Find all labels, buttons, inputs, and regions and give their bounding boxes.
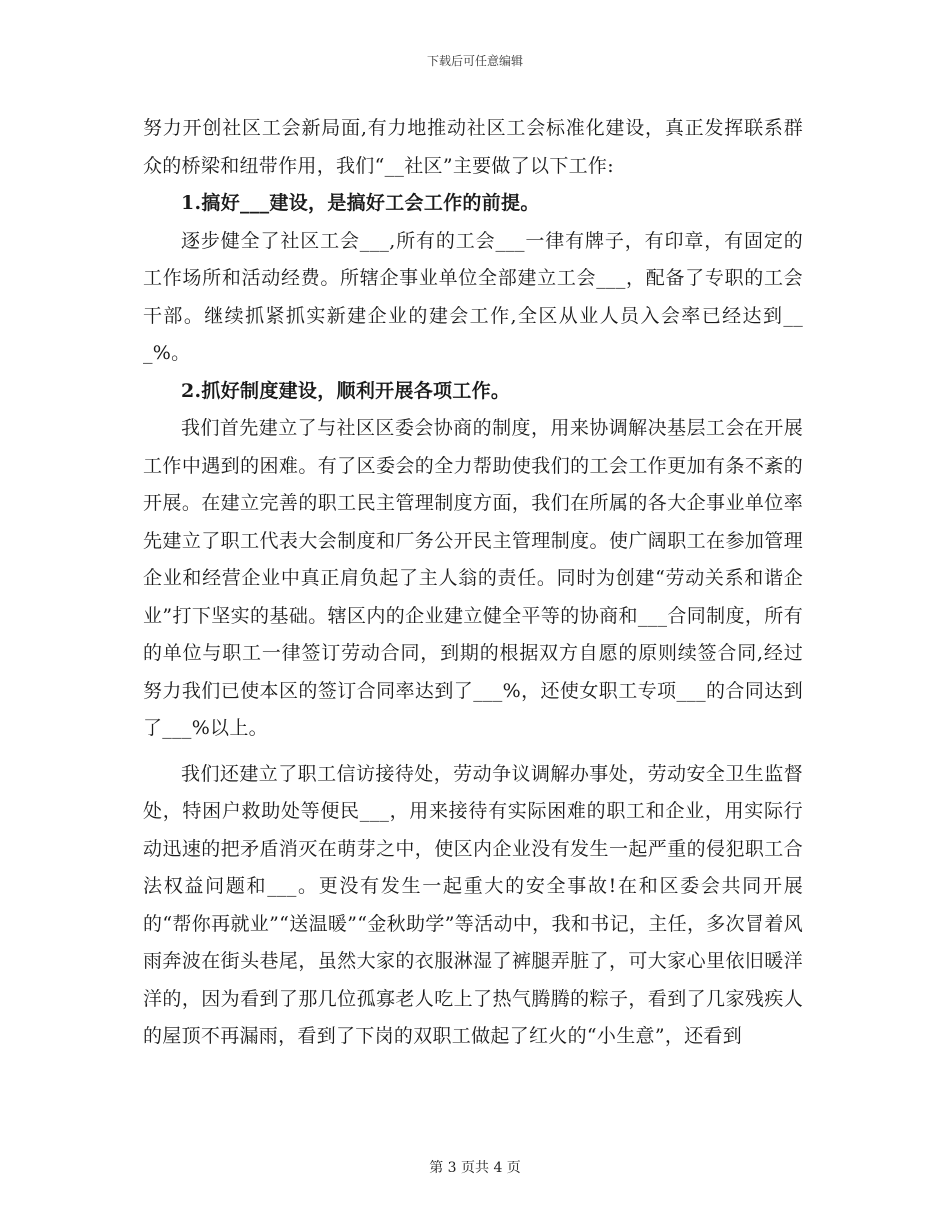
- section-heading-1: 1.搞好___建设，是搞好工会工作的前提。: [181, 192, 540, 214]
- page-number: 第 3 页共 4 页: [429, 1160, 521, 1176]
- paragraph-3: 我们还建立了职工信访接待处，劳动争议调解办事处，劳动安全卫生监督处，特困户救助处等便民___，用来接待有实际困难的职工和企业，用实际行动迅速的把矛盾消灭在萌芽之中，使区内企业没有发生一起严重的侵犯职工合法权益问题和___。更没有发生一起重大的安全事故!在和区委会共同开展的“帮你再就业”“送温暖”“金秋助学”等活动中，我和书记，主任，多次冒着风雨奔波在街头巷尾，虽然大家的衣服淋湿了裤腿弄脏了，可大家心里依旧暖洋洋的，因为看到了那几位孤寡老人吃上了热气腾腾的粽子，看到了几家残疾人的屋顶不再漏雨，看到了下岗的双职工做起了红火的“小生意”，还看到: [143, 762, 803, 1047]
- paragraph-2: 我们首先建立了与社区区委会协商的制度，用来协调解决基层工会在开展工作中遇到的困难。有了区委会的全力帮助使我们的工会工作更加有条不紊的开展。在建立完善的职工民主管理制度方面，我们在所属的各大企事业单位率先建立了职工代表大会制度和厂务公开民主管理制度。使广阔职工在参加管理企业和经营企业中真正肩负起了主人翁的责任。同时为创建“劳动关系和谐企业”打下坚实的基础。辖区内的企业建立健全平等的协商和___合同制度，所有的单位与职工一律签订劳动合同，到期的根据双方自愿的原则续签合同,经过努力我们已使本区的签订合同率达到了___%，还使女职工专项___的合同达到了___%以上。: [143, 417, 803, 739]
- intro-paragraph: 努力开创社区工会新局面,有力地推动社区工会标准化建设，真正发挥联系群众的桥梁和纽带作用，我们“__社区”主要做了以下工作:: [143, 117, 803, 177]
- paragraph-1: 逐步健全了社区工会___,所有的工会___一律有牌子，有印章，有固定的工作场所和活动经费。所辖企事业单位全部建立工会___，配备了专职的工会干部。继续抓紧抓实新建企业的建会工作,全区从业人员入会率已经达到___%。: [143, 229, 803, 364]
- document-body: [143, 110, 803, 1056]
- section-heading-2: 2.抓好制度建设，顺利开展各项工作。: [181, 379, 511, 402]
- page-header-note: 下载后可任意编辑: [426, 54, 523, 68]
